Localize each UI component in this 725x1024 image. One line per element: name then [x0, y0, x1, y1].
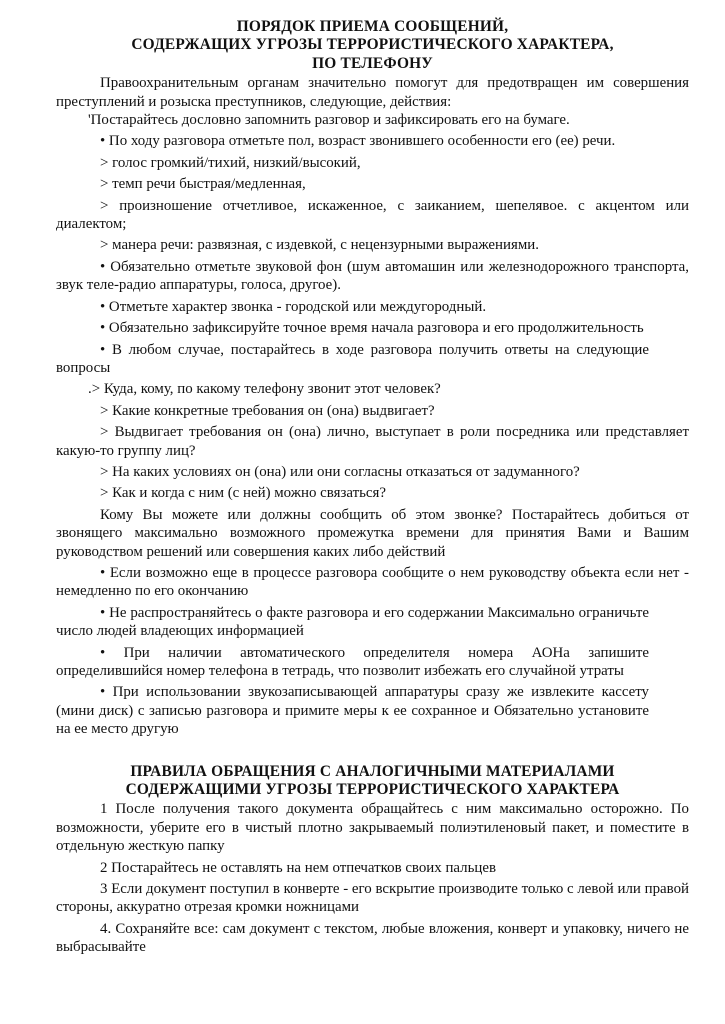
section2-title-line: ПРАВИЛА ОБРАЩЕНИЯ С АНАЛОГИЧНЫМИ МАТЕРИАЛАМИ: [130, 762, 615, 780]
intro-paragraph: Правоохранительным органам значительно помогут для предотвращен им совершения преступлений и розыска преступников, следующие, действия:: [56, 75, 689, 110]
bullet-item: • По ходу разговора отметьте пол, возраст звонившего особенности его (ее) речи.: [100, 133, 616, 150]
bullet-item: • Если возможно еще в процессе разговора сообщите о нем руководству объекта если нет - немедленно по его окончанию: [56, 564, 689, 600]
sub-item: > произношение отчетливое, искаженное, с заиканием, шепелявое. с акцентом или диалектом;: [56, 197, 689, 233]
bullet-item: • При использовании звукозаписывающей аппаратуры сразу же извлеките кассету (мини диск) с записью разговора и примите меры к ее сохранное и Обязательно установите на ее место другую: [56, 684, 649, 738]
bullet-item: • Не распространяйтесь о факте разговора и его содержании Максимально ограничьте число людей владеющих информацией: [56, 604, 649, 640]
question-item: > Какие конкретные требования он (она) выдвигает?: [100, 402, 435, 419]
bullet-item: • Обязательно зафиксируйте точное время начала разговора и его продолжительность: [100, 320, 644, 337]
rule-item: 3 Если документ поступил в конверте - его вскрытие производите только с левой или правой стороны, аккуратно отрезая кромки ножницами: [56, 881, 689, 916]
section2-title-line: СОДЕРЖАЩИМИ УГРОЗЫ ТЕРРОРИСТИЧЕСКОГО ХАРАКТЕРА: [125, 781, 620, 799]
instruction-paragraph: 'Постарайтесь дословно запомнить разговор и зафиксировать его на бумаге.: [88, 112, 570, 129]
section1-title-line: ПО ТЕЛЕФОНУ: [312, 54, 433, 72]
section1-title-line: СОДЕРЖАЩИХ УГРОЗЫ ТЕРРОРИСТИЧЕСКОГО ХАРАКТЕРА,: [131, 36, 614, 54]
bullet-item: • Обязательно отметьте звуковой фон (шум автомашин или железнодорожного транспорта, звук теле-радио аппаратуры, голоса, другое).: [56, 258, 689, 294]
question-item: > Выдвигает требования он (она) лично, выступает в роли посредника или представляет какую-то группу лиц?: [56, 424, 689, 459]
sub-item: > темп речи быстрая/медленная,: [100, 176, 306, 193]
question-item: > На каких условиях он (она) или они согласны отказаться от задуманного?: [100, 463, 580, 480]
section2-title: [56, 763, 689, 800]
body-paragraph: Кому Вы можете или должны сообщить об этом звонке? Постарайтесь добиться от звонящего максимально возможного промежутка времени для принятия Вами и Вашим руководством решений или совершения каких либо действий: [56, 506, 689, 560]
sub-item: > манера речи: развязная, с издевкой, с нецензурными выражениями.: [100, 237, 539, 254]
question-item: .> Куда, кому, по какому телефону звонит этот человек?: [88, 381, 441, 398]
bullet-item: • При наличии автоматического определителя номера АОНа запишите определившийся номер телефона в тетрадь, что позволит избежать его случайной утраты: [56, 644, 649, 679]
question-item: > Как и когда с ним (с ней) можно связаться?: [100, 485, 386, 502]
bullet-item: • Отметьте характер звонка - городской или междугородный.: [100, 298, 487, 315]
rule-item: 4. Сохраняйте все: сам документ с текстом, любые вложения, конверт и упаковку, ничего не выбрасывайте: [56, 920, 689, 956]
sub-item: > голос громкий/тихий, низкий/высокий,: [100, 154, 361, 171]
rule-item: 2 Постарайтесь не оставлять на нем отпечатков своих пальцев: [100, 859, 496, 876]
section1-title: [56, 18, 689, 73]
rule-item: 1 После получения такого документа обращайтесь с ним максимально осторожно. По возможности, уберите его в чистый плотно закрываемый полиэтиленовый пакет, и поместите в отдельную жесткую папку: [56, 801, 689, 855]
section1-title-line: ПОРЯДОК ПРИЕМА СООБЩЕНИЙ,: [236, 18, 509, 35]
bullet-item: • В любом случае, постарайтесь в ходе разговора получить ответы на следующие вопросы: [56, 341, 649, 376]
